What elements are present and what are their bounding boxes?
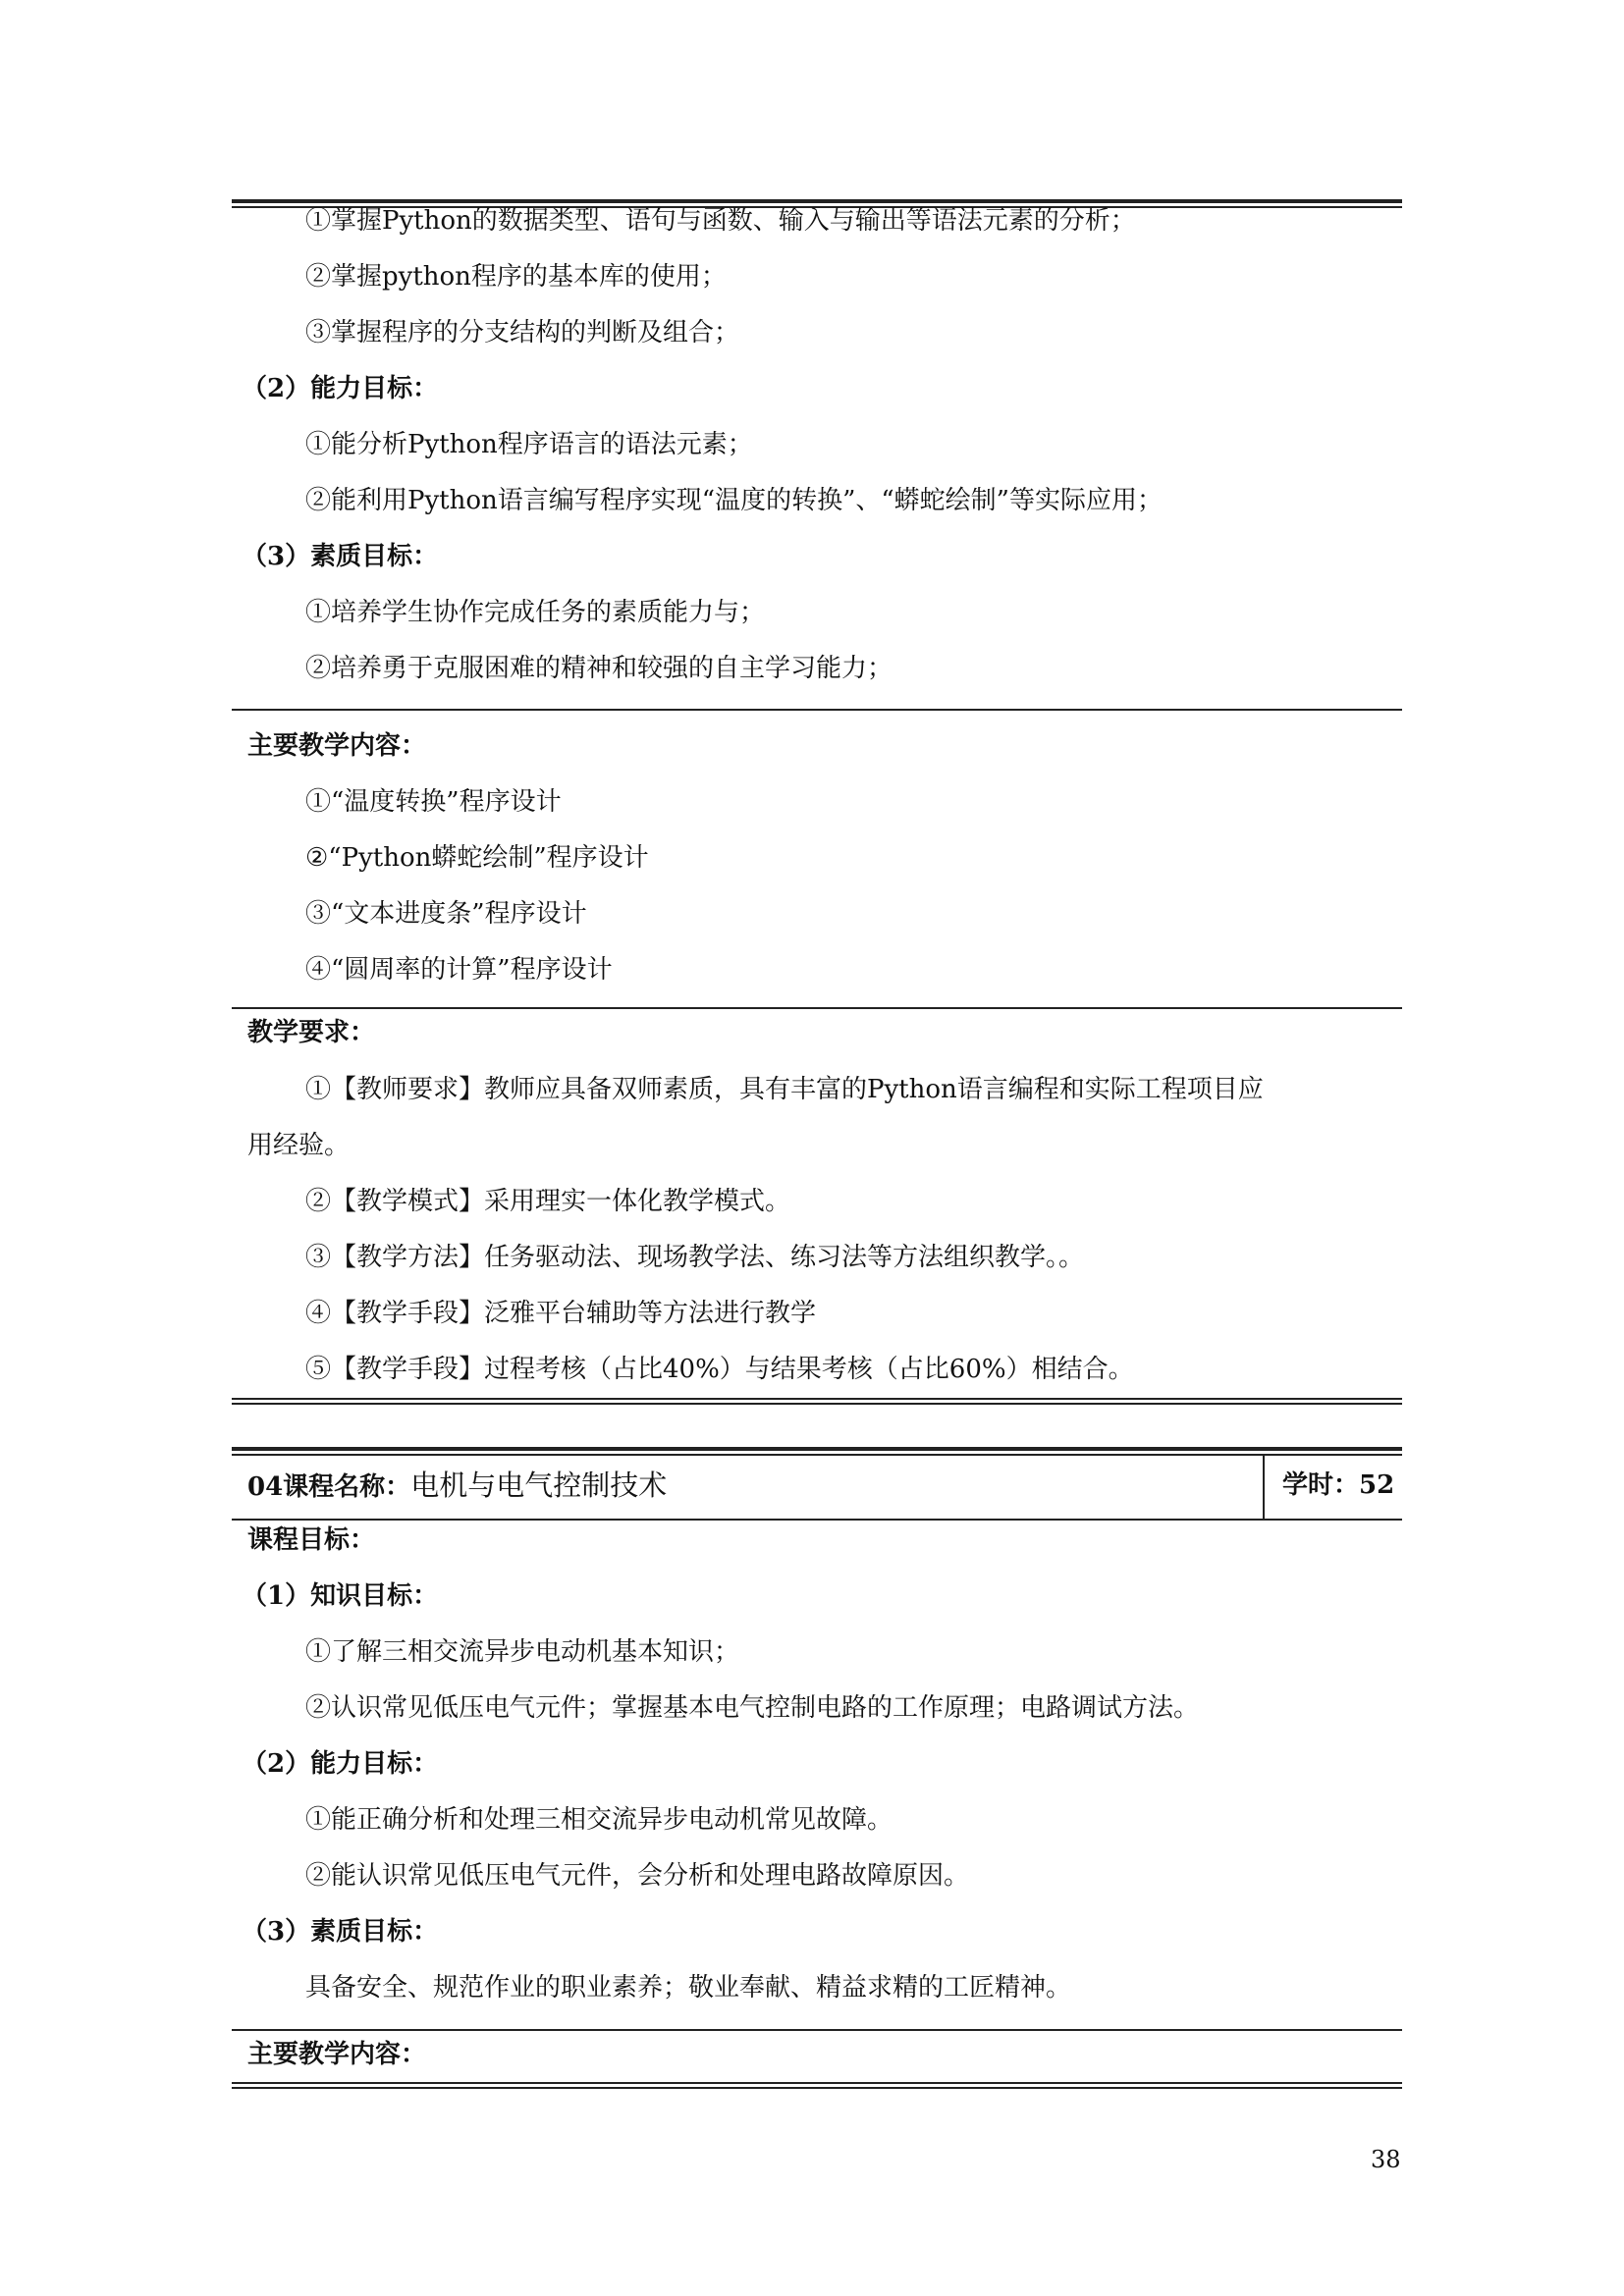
requirement-item: ②【教学模式】采用理实一体化教学模式。 <box>305 1187 791 1216</box>
requirements-cell <box>232 1009 1402 1402</box>
objectives-cell <box>232 201 1402 712</box>
quality-item: 具备安全、规范作业的职业素养；敬业奉献、精益求精的工匠精神。 <box>305 1973 1072 2002</box>
quality-item: ①培养学生协作完成任务的素质能力与； <box>305 598 766 627</box>
hours-cell-divider <box>1263 1454 1265 1519</box>
knowledge-item: ①掌握Python的数据类型、语句与函数、输入与输出等语法元素的分析； <box>305 206 1136 236</box>
ability-heading: （2）能力目标： <box>242 374 439 403</box>
knowledge-item: ①了解三相交流异步电动机基本知识； <box>305 1637 740 1667</box>
course-prefix: 04课程名称： <box>247 1472 411 1502</box>
ability-item: ②能利用Python语言编写程序实现“温度的转换”、“蟒蛇绘制”等实际应用； <box>305 486 1163 515</box>
ability-heading: （2）能力目标： <box>242 1749 439 1779</box>
course-title <box>247 1466 667 1507</box>
ability-item: ②能认识常见低压电气元件，会分析和处理电路故障原因。 <box>305 1861 970 1891</box>
quality-heading: （3）素质目标： <box>242 542 439 571</box>
requirement-item-cont: 用经验。 <box>247 1131 351 1160</box>
table-bottom-border <box>232 1398 1402 1405</box>
page-number: 38 <box>1371 2146 1401 2173</box>
ability-item: ①能正确分析和处理三相交流异步电动机常见故障。 <box>305 1805 893 1835</box>
content-item: ②“Python蟒蛇绘制”程序设计 <box>305 843 649 873</box>
course-hours: 学时：52 <box>1282 1470 1395 1500</box>
content-heading: 主要教学内容： <box>247 731 427 761</box>
content-item: ④“圆周率的计算”程序设计 <box>305 955 613 985</box>
content-item: ③“文本进度条”程序设计 <box>305 899 587 929</box>
knowledge-item: ③掌握程序的分支结构的判断及组合； <box>305 318 740 347</box>
requirement-item: ③【教学方法】任务驱动法、现场教学法、练习法等方法组织教学。。 <box>305 1243 1085 1272</box>
quality-item: ②培养勇于克服困难的精神和较强的自主学习能力； <box>305 654 893 683</box>
requirement-item: ④【教学手段】泛雅平台辅助等方法进行教学 <box>305 1299 817 1328</box>
requirement-item: ①【教师要求】教师应具备双师素质，具有丰富的Python语言编程和实际工程项目应 <box>305 1075 1264 1104</box>
knowledge-item: ②掌握python程序的基本库的使用； <box>305 262 727 292</box>
content-heading: 主要教学内容： <box>247 2040 427 2069</box>
goal-heading: 课程目标： <box>247 1525 376 1555</box>
content-item: ①“温度转换”程序设计 <box>305 787 562 817</box>
course-goals-cell <box>232 1521 1402 2021</box>
ability-item: ①能分析Python程序语言的语法元素； <box>305 430 753 459</box>
course-content-cell <box>232 2031 1402 2088</box>
requirements-heading: 教学要求： <box>247 1018 376 1047</box>
knowledge-heading: （1）知识目标： <box>242 1581 439 1611</box>
course-name: 电机与电气控制技术 <box>410 1468 668 1502</box>
content-cell <box>232 711 1402 1005</box>
knowledge-item: ②认识常见低压电气元件；掌握基本电气控制电路的工作原理；电路调试方法。 <box>305 1693 1200 1723</box>
requirement-item: ⑤【教学手段】过程考核（占比40%）与结果考核（占比60%）相结合。 <box>305 1355 1134 1384</box>
course-header-row <box>232 1454 1402 1519</box>
quality-heading: （3）素质目标： <box>242 1917 439 1947</box>
table-bottom-border <box>232 2082 1402 2089</box>
